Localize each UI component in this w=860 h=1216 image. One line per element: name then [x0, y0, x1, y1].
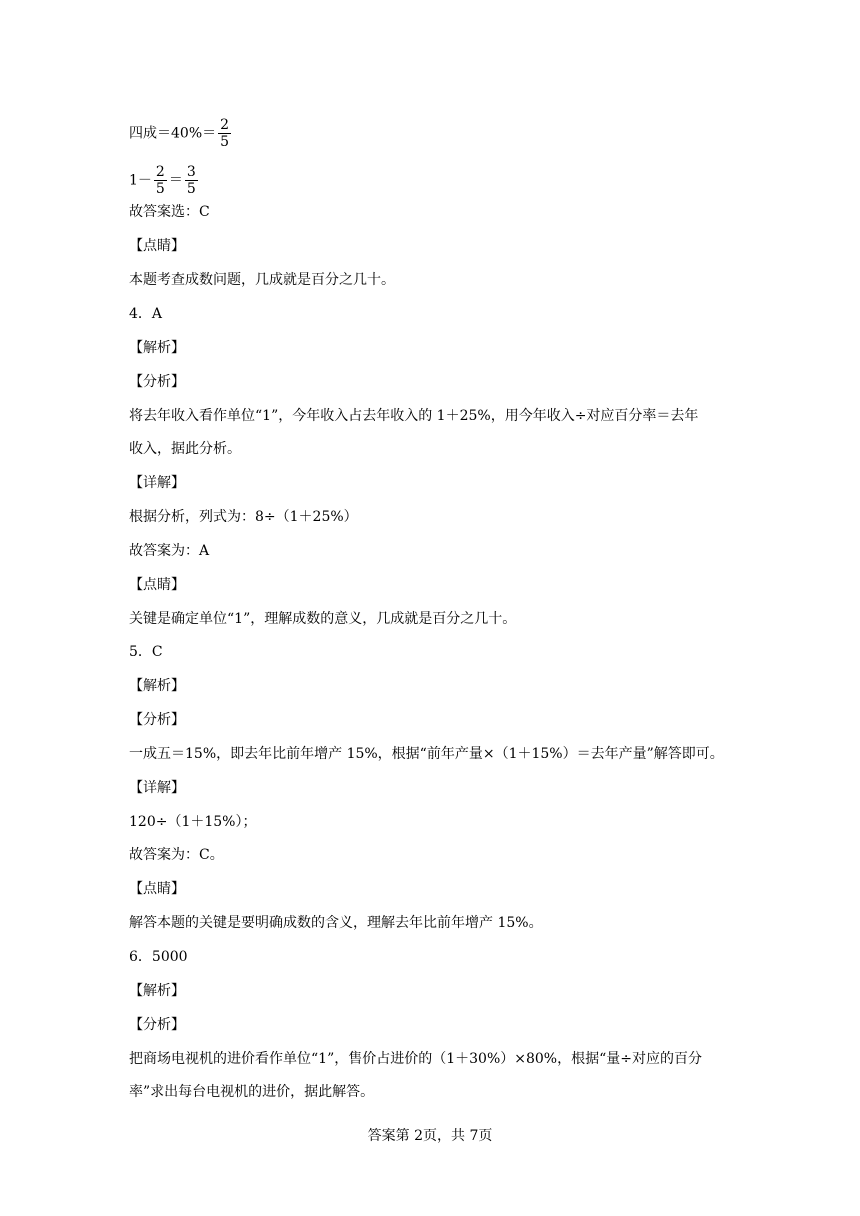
page-footer: 答案第 2页，共 7页 [367, 1128, 493, 1144]
fraction-denominator: 5 [155, 181, 165, 197]
fraction-denominator: 5 [186, 181, 196, 197]
equation-line-2 [129, 164, 200, 197]
section-heading: 【解析】 [129, 678, 185, 694]
fraction-denominator: 5 [220, 134, 230, 150]
fraction-numerator: 3 [186, 164, 196, 180]
fraction-numerator: 2 [220, 117, 230, 133]
question-number: 6．5000 [129, 949, 188, 965]
equation-line-1 [129, 117, 233, 150]
paragraph: 一成五＝15%，即去年比前年增产 15%，根据“前年产量×（1＋15%）＝去年产量”解答即可。 [129, 746, 724, 762]
paragraph: 本题考查成数问题，几成就是百分之几十。 [129, 272, 395, 288]
section-heading: 【详解】 [129, 475, 185, 491]
section-heading: 【点睛】 [129, 881, 185, 897]
question-number: 5．C [129, 644, 163, 660]
section-heading: 【分析】 [129, 374, 185, 390]
section-heading: 【分析】 [129, 712, 185, 728]
equation-text: 1－ [129, 172, 152, 189]
paragraph: 收入，据此分析。 [129, 441, 241, 457]
answer-line: 故答案为：C。 [129, 847, 224, 863]
paragraph: 关键是确定单位“1”，理解成数的意义，几成就是百分之几十。 [129, 611, 517, 627]
paragraph: 120÷（1＋15%）； [129, 814, 257, 830]
fraction [218, 117, 231, 150]
section-heading: 【分析】 [129, 1017, 185, 1033]
equation-text: ＝ [168, 172, 183, 189]
paragraph: 把商场电视机的进价看作单位“1”，售价占进价的（1＋30%）×80%，根据“量÷对应的百分 [129, 1051, 702, 1067]
question-number: 4．A [129, 306, 163, 322]
section-heading: 【详解】 [129, 780, 185, 796]
fraction-numerator: 2 [155, 164, 165, 180]
fraction [185, 164, 198, 197]
paragraph: 率”求出每台电视机的进价，据此解答。 [129, 1084, 375, 1100]
paragraph: 将去年收入看作单位“1”，今年收入占去年收入的 1＋25%，用今年收入÷对应百分率＝去年 [129, 408, 699, 424]
fraction [154, 164, 167, 197]
section-heading: 【解析】 [129, 983, 185, 999]
section-heading: 【点睛】 [129, 577, 185, 593]
answer-line: 故答案选：C [129, 204, 210, 220]
equation-text: 四成＝40%＝ [129, 125, 217, 142]
paragraph: 解答本题的关键是要明确成数的含义，理解去年比前年增产 15%。 [129, 915, 543, 931]
section-heading: 【解析】 [129, 340, 185, 356]
answer-line: 故答案为：A [129, 543, 210, 559]
section-heading: 【点睛】 [129, 238, 185, 254]
paragraph: 根据分析，列式为：8÷（1＋25%） [129, 509, 358, 525]
